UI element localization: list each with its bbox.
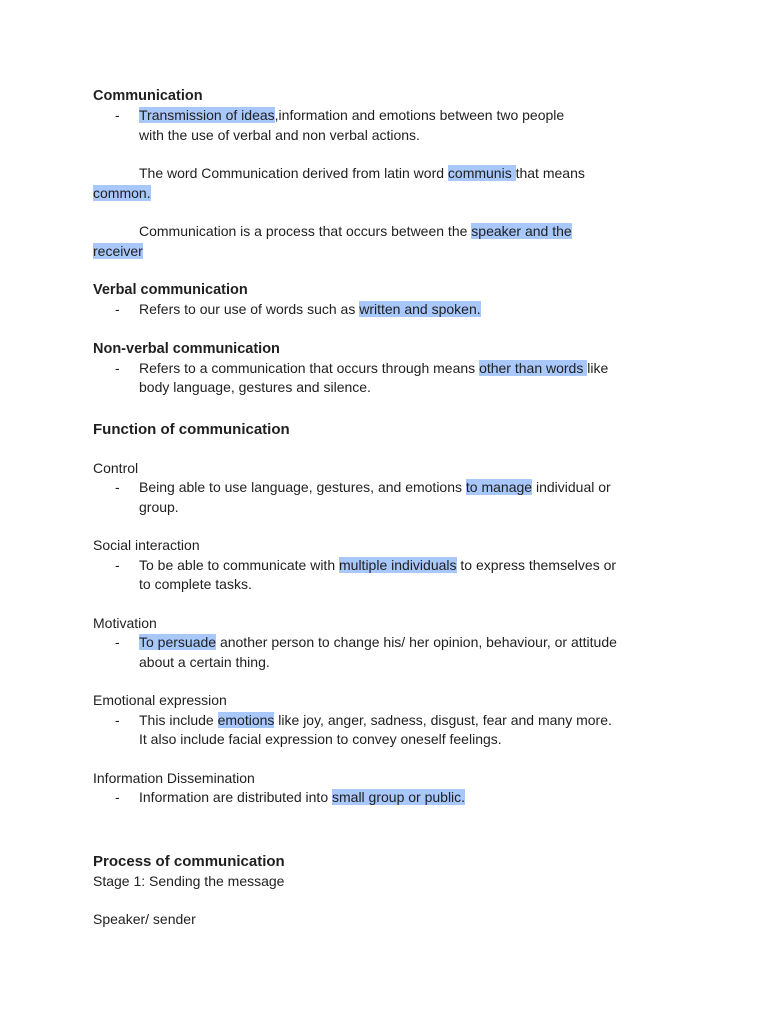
- highlight: multiple individuals: [339, 556, 457, 573]
- highlight: Transmission of ideas: [139, 107, 275, 123]
- bullet-dash: -: [115, 301, 120, 317]
- bullet-dash: -: [115, 711, 120, 728]
- bullet-dash: -: [115, 556, 120, 573]
- function-bullet-emotional: - This include emotions like joy, anger, sadness, disgust, fear and many more. It also include facial expression to convey oneself feelings.: [115, 711, 612, 747]
- function-title-emotional: Emotional expression: [93, 692, 227, 708]
- highlight: written and spoken.: [359, 301, 481, 317]
- function-bullet-information: - Information are distributed into small group or public.: [93, 788, 683, 808]
- document-body: [93, 86, 683, 930]
- highlight: speaker and the: [471, 223, 572, 239]
- bullet-verbal: - Refers to our use of words such as written and spoken.: [93, 300, 683, 320]
- heading-communication: Communication: [93, 88, 203, 104]
- heading-process: Process of communication: [93, 852, 285, 870]
- process-speaker: Speaker/ sender: [93, 911, 196, 927]
- bullet-dash: -: [115, 479, 120, 495]
- paragraph-process: Communication is a process that occurs between the speaker and the receiver: [93, 223, 572, 259]
- paragraph-etymology: The word Communication derived from latin word communis that means common.: [93, 165, 585, 201]
- bullet-nonverbal: - Refers to a communication that occurs through means other than words like body language, gestures and silence.: [115, 359, 609, 395]
- bullet-dash: -: [115, 359, 120, 376]
- highlight: to manage: [465, 479, 533, 495]
- highlight: emotions: [217, 711, 275, 728]
- function-bullet-social: - To be able to communicate with multiple individuals to express themselves or to complete tasks.: [115, 556, 617, 592]
- function-title-social: Social interaction: [93, 537, 200, 553]
- heading-verbal: Verbal communication: [93, 282, 248, 298]
- bullet-dash: -: [115, 634, 120, 650]
- function-title-control: Control: [93, 459, 139, 476]
- bullet-dash: -: [115, 107, 120, 123]
- highlight: other than words: [479, 359, 588, 376]
- function-title-motivation: Motivation: [93, 614, 157, 631]
- highlight: receiver: [93, 242, 143, 259]
- highlight: communis: [447, 165, 516, 181]
- highlight: common.: [93, 184, 151, 201]
- process-stage: Stage 1: Sending the message: [93, 872, 285, 889]
- heading-function: Function of communication: [93, 420, 290, 438]
- highlight: small group or public.: [332, 789, 466, 805]
- bullet-definition: - Transmission of ideas,information and emotions between two people with the use of verbal and non verbal actions.: [115, 107, 565, 143]
- bullet-dash: -: [115, 789, 120, 805]
- heading-nonverbal: Non-verbal communication: [93, 340, 280, 357]
- function-bullet-motivation: - To persuade another person to change his/ her opinion, behaviour, or attitude about a certain thing.: [115, 634, 617, 670]
- function-bullet-control: - Being able to use language, gestures, and emotions to manage individual or group.: [115, 479, 611, 515]
- function-title-information: Information Dissemination: [93, 769, 255, 786]
- highlight: To persuade: [139, 634, 217, 650]
